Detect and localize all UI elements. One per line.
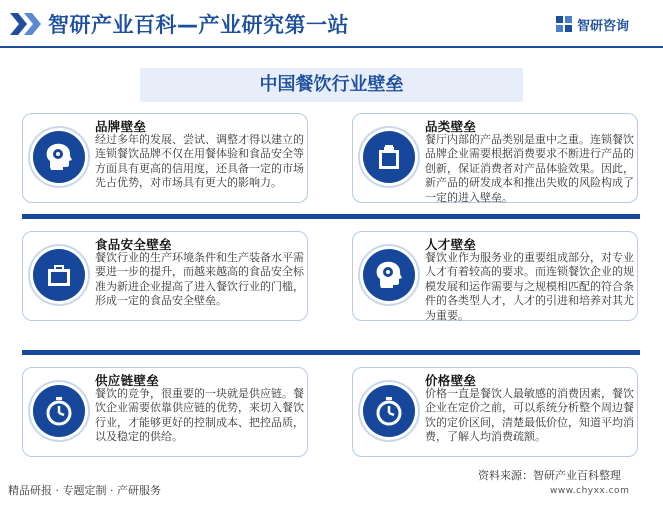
- source-note: 资料来源：智研产业百科整理: [478, 469, 621, 482]
- briefcase-icon: [43, 259, 75, 291]
- header-divider: [0, 46, 663, 48]
- card-food-safety-barrier: [22, 231, 308, 321]
- card-icon-circle: [33, 249, 85, 301]
- card-brand-barrier: [22, 113, 308, 203]
- main-title: 中国餐饮行业壁垒: [140, 68, 523, 102]
- card-supply-chain-barrier: [22, 367, 308, 457]
- card-body: 餐饮的竞争，很重要的一块就是供应链。餐饮企业需要依靠供应链的优势，来切入餐饮行业，才能够更好的控制成本、把控品质，以及稳定的供给。: [95, 387, 304, 444]
- clipboard-icon: [373, 141, 405, 173]
- card-icon-circle: [33, 385, 85, 437]
- card-icon-circle: [33, 131, 85, 183]
- card-title: 食品安全壁垒: [95, 237, 172, 252]
- card-category-barrier: [352, 113, 638, 203]
- chevron-right-icon: [10, 13, 44, 35]
- brand-name: 智研咨询: [577, 19, 630, 34]
- stopwatch-icon: [43, 395, 75, 427]
- card-title: 品牌壁垒: [95, 119, 147, 134]
- site-url[interactable]: www.chyxx.com: [550, 486, 630, 496]
- card-title: 品类壁垒: [425, 119, 477, 134]
- page-title: 智研产业百科—产业研究第一站: [48, 13, 349, 37]
- card-body: 餐饮行业的生产环境条件和生产装备水平需要进一步的提升，而越来越高的食品安全标准为新进企业提高了进入餐饮行业的门槛，形成一定的食品安全壁垒。: [95, 251, 304, 308]
- section-divider: [22, 350, 640, 355]
- card-body: 价格一直是餐饮人最敏感的消费因素，餐饮企业在定价之前，可以系统分析整个周边餐饮的定价区间，清楚最低价位，知道平均消费，了解人均消费疏额。: [425, 387, 634, 444]
- card-body: 经过多年的发展、尝试、调整才得以建立的连锁餐饮品牌不仅在用餐体验和食品安全等方面具有更高的信用度，还具备一定的市场先占优势，对市场具有更大的影响力。: [95, 133, 304, 190]
- card-body: 餐厅内部的产品类别是重中之重。连锁餐饮品牌企业需要根据消费要求不断进行产品的创新，保证消费者对产品体验效果。因此，新产品的研发成本和推出失败的风险构成了一定的进入壁垒。: [425, 133, 634, 204]
- card-title: 人才壁垒: [425, 237, 477, 252]
- card-title: 价格壁垒: [425, 373, 477, 388]
- card-talent-barrier: [352, 231, 638, 321]
- section-divider: [22, 214, 640, 219]
- card-price-barrier: [352, 367, 638, 457]
- card-body: 餐饮业作为服务业的重要组成部分，对专业人才有着较高的要求。而连锁餐饮企业的规模发展和运作需要与之规模相匹配的符合条件的各类型人才，人才的引进和培养对其尤为重要。: [425, 251, 634, 322]
- head-gear-icon: [43, 141, 75, 173]
- brand-logo-icon: [556, 16, 572, 32]
- footer-services: 精品研报 · 专题定制 · 产研服务: [8, 484, 161, 497]
- card-title: 供应链壁垒: [95, 373, 160, 388]
- card-icon-circle: [363, 249, 415, 301]
- card-icon-circle: [363, 385, 415, 437]
- card-icon-circle: [363, 131, 415, 183]
- head-gear-icon: [373, 259, 405, 291]
- stopwatch-icon: [373, 395, 405, 427]
- page-header: [0, 0, 663, 48]
